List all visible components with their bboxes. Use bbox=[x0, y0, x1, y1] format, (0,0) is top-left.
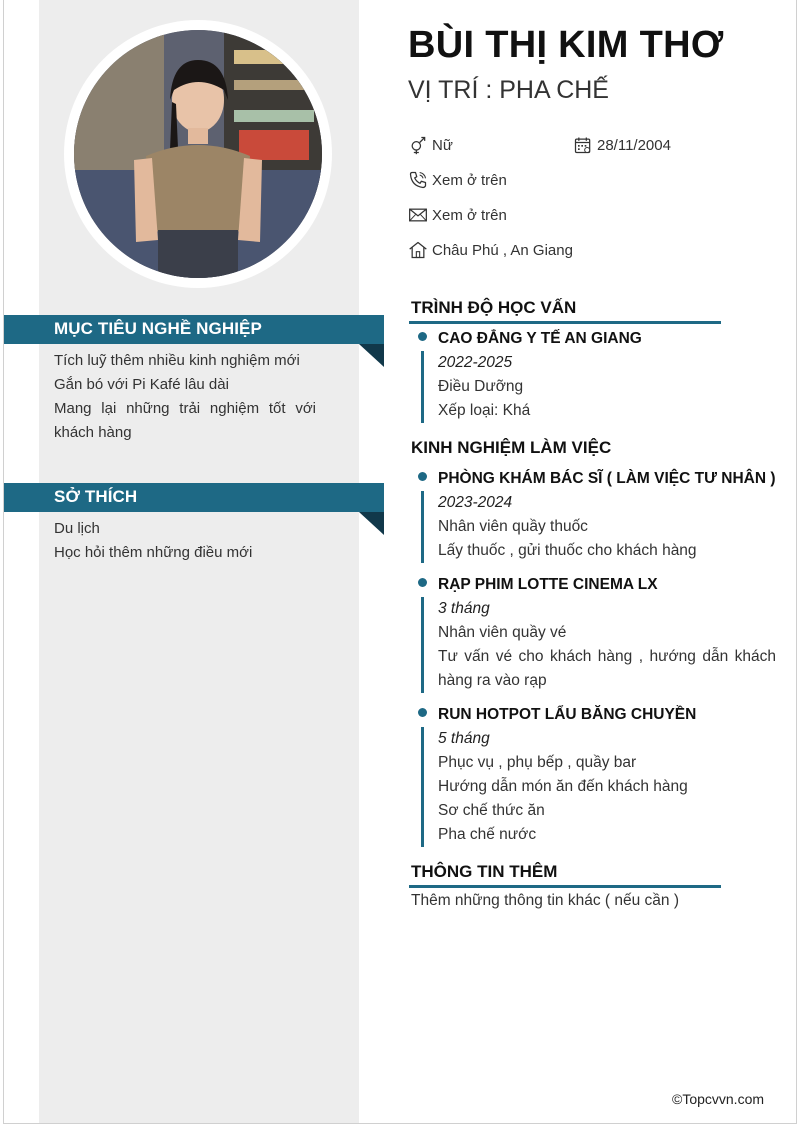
experience-period: 5 tháng bbox=[438, 730, 490, 747]
gender-icon bbox=[408, 135, 428, 155]
footer-copyright: ©Topcvvn.com bbox=[672, 1091, 765, 1107]
experience-detail: Hướng dẫn món ăn đến khách hàng bbox=[438, 778, 688, 795]
experience-entry bbox=[420, 703, 780, 847]
additional-divider bbox=[409, 885, 721, 888]
birthday-info bbox=[573, 135, 671, 155]
education-title: TRÌNH ĐỘ HỌC VẤN bbox=[411, 298, 577, 317]
timeline-line bbox=[421, 727, 424, 847]
hobbies-text bbox=[54, 517, 316, 565]
address-value: Châu Phú , An Giang bbox=[432, 241, 573, 259]
experience-title: KINH NGHIỆM LÀM VIỆC bbox=[411, 438, 612, 457]
hobbies-ribbon-fold bbox=[359, 512, 384, 535]
bullet-dot bbox=[418, 332, 427, 341]
gender-value: Nữ bbox=[432, 136, 453, 154]
phone-value: Xem ở trên bbox=[432, 171, 507, 189]
phone-info bbox=[408, 170, 507, 190]
address-info bbox=[408, 240, 573, 260]
education-detail: Điều Dưỡng bbox=[438, 378, 524, 395]
avatar-photo-illustration bbox=[74, 30, 322, 278]
experience-detail: Phục vụ , phụ bếp , quầy bar bbox=[438, 754, 637, 771]
company-name: RUN HOTPOT LẨU BĂNG CHUYỀN bbox=[438, 706, 697, 723]
experience-detail: Nhân viên quầy vé bbox=[438, 624, 567, 641]
timeline-line bbox=[421, 597, 424, 693]
school-name: CAO ĐẲNG Y TẾ AN GIANG bbox=[438, 330, 642, 347]
education-detail: Xếp loại: Khá bbox=[438, 402, 531, 419]
experience-detail: Lấy thuốc , gửi thuốc cho khách hàng bbox=[438, 542, 697, 559]
experience-entry bbox=[420, 467, 780, 563]
email-value: Xem ở trên bbox=[432, 206, 507, 224]
education-period: 2022-2025 bbox=[438, 354, 513, 371]
job-position: VỊ TRÍ : PHA CHẾ bbox=[408, 76, 609, 104]
objective-line: Gắn bó với Pi Kafé lâu dài bbox=[54, 376, 229, 393]
home-icon bbox=[408, 240, 428, 260]
gender-info bbox=[408, 135, 453, 155]
experience-detail: Sơ chế thức ăn bbox=[438, 802, 545, 819]
additional-title: THÔNG TIN THÊM bbox=[411, 862, 558, 881]
bullet-dot bbox=[418, 472, 427, 481]
education-entry bbox=[420, 327, 780, 423]
education-divider bbox=[409, 321, 721, 324]
hobby-item: Học hỏi thêm những điều mới bbox=[54, 544, 253, 561]
hobbies-title: SỞ THÍCH bbox=[54, 487, 138, 506]
objective-title: MỤC TIÊU NGHỀ NGHIỆP bbox=[54, 319, 262, 338]
calendar-icon bbox=[573, 135, 593, 155]
avatar bbox=[74, 30, 322, 278]
hobby-item: Du lịch bbox=[54, 520, 100, 537]
company-name: PHÒNG KHÁM BÁC SĨ ( LÀM VIỆC TƯ NHÂN ) bbox=[438, 470, 776, 487]
experience-period: 2023-2024 bbox=[438, 494, 513, 511]
experience-detail: Tư vấn vé cho khách hàng , hướng dẫn khách hàng ra vào rạp bbox=[438, 648, 776, 689]
objective-text bbox=[54, 349, 316, 445]
timeline-line bbox=[421, 491, 424, 563]
bullet-dot bbox=[418, 708, 427, 717]
objective-line: Tích luỹ thêm nhiều kinh nghiệm mới bbox=[54, 352, 300, 369]
objective-ribbon bbox=[4, 315, 384, 344]
envelope-icon bbox=[408, 205, 428, 225]
experience-entry bbox=[420, 573, 780, 693]
experience-period: 3 tháng bbox=[438, 600, 490, 617]
hobbies-ribbon bbox=[4, 483, 384, 512]
bullet-dot bbox=[418, 578, 427, 587]
birthday-value: 28/11/2004 bbox=[597, 136, 671, 154]
experience-detail: Nhân viên quầy thuốc bbox=[438, 518, 588, 535]
email-info bbox=[408, 205, 507, 225]
company-name: RẠP PHIM LOTTE CINEMA LX bbox=[438, 576, 658, 593]
timeline-line bbox=[421, 351, 424, 423]
additional-text: Thêm những thông tin khác ( nếu cần ) bbox=[411, 892, 680, 909]
candidate-name: BÙI THỊ KIM THƠ bbox=[408, 24, 724, 66]
experience-detail: Pha chế nước bbox=[438, 826, 537, 843]
objective-ribbon-fold bbox=[359, 344, 384, 367]
objective-line: Mang lại những trải nghiệm tốt với khách hàng bbox=[54, 400, 316, 441]
phone-icon bbox=[408, 170, 428, 190]
